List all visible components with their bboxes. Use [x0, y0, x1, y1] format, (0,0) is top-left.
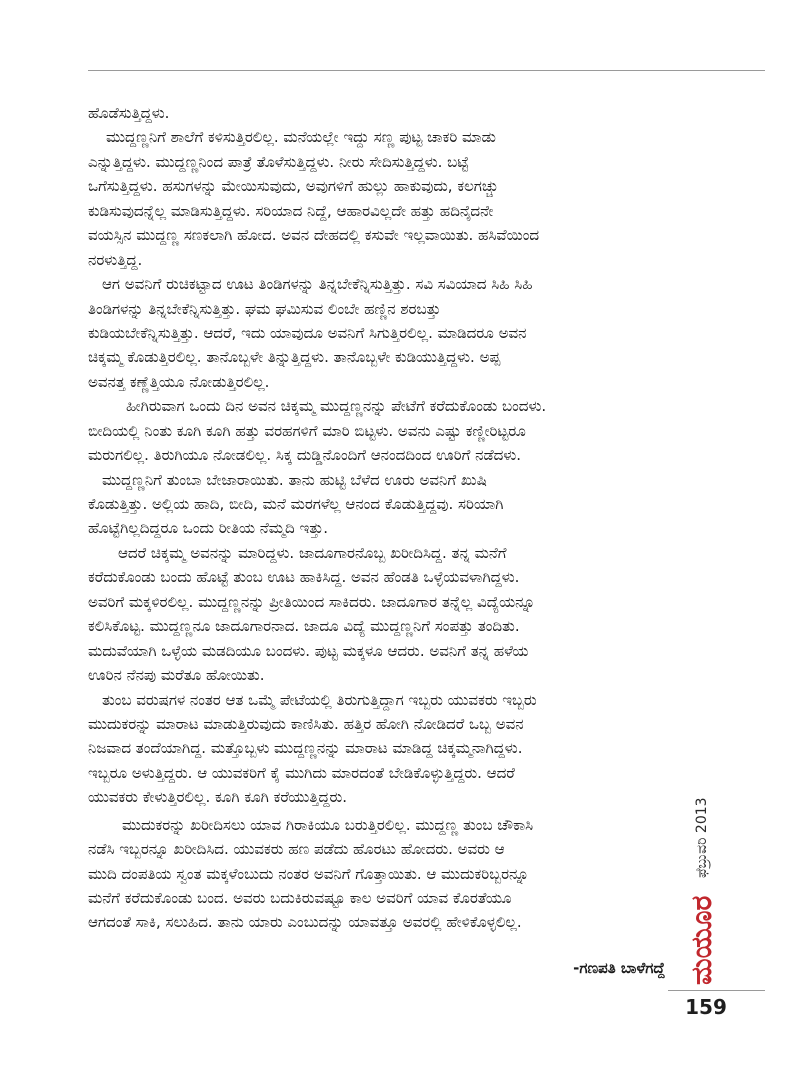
article-line: ಮದುವೆಯಾಗಿ ಒಳ್ಳೆಯ ಮಡದಿಯೂ ಬಂದಳು. ಪುಟ್ಟ ಮಕ್ಕಳೂ ಆದರು. ಅವನಿಗೆ ತನ್ನ ಹಳೆಯ: [88, 641, 529, 660]
article-line: ಆದರೆ ಚಿಕ್ಕಮ್ಮ ಅವನನ್ನು ಮಾರಿದ್ದಳು. ಜಾದೂಗಾರನೊಬ್ಬ ಖರೀದಿಸಿದ್ದ. ತನ್ನ ಮನೆಗೆ: [118, 543, 507, 562]
article-line: ಮುದುಕರನ್ನು ಖರೀದಿಸಲು ಯಾವ ಗಿರಾಕಿಯೂ ಬರುತ್ತಿರಲಿಲ್ಲ. ಮುದ್ದಣ್ಣ ತುಂಬ ಚೌಕಾಸಿ: [122, 815, 534, 834]
article-paragraph: [88, 468, 668, 541]
article-line: ಹೊಡೆಸುತ್ತಿದ್ದಳು.: [88, 104, 170, 122]
article-paragraph: [88, 541, 668, 688]
article-line: ತುಂಬ ವರುಷಗಳ ನಂತರ ಆತ ಒಮ್ಮೆ ಪೇಟೆಯಲ್ಲಿ ತಿರುಗುತ್ತಿದ್ದಾಗ ಇಬ್ಬರು ಯುವಕರು ಇಬ್ಬರು: [102, 690, 537, 709]
article-body: [88, 101, 668, 935]
article-paragraph: [88, 394, 668, 467]
article-line: ಕಲಿಸಿಕೊಟ್ಟ. ಮುದ್ದಣ್ಣನೂ ಜಾದೂಗಾರನಾದ. ಜಾದೂ ವಿದ್ಯೆ ಮುದ್ದಣ್ಣನಿಗೆ ಸಂಪತ್ತು ತಂದಿತು.: [88, 617, 520, 636]
article-paragraph: [88, 688, 668, 810]
article-paragraph: [88, 101, 668, 125]
article-line: ಯುವಕರು ಕೇಳುತ್ತಿರಲಿಲ್ಲ. ಕೂಗಿ ಕೂಗಿ ಕರೆಯುತ್ತಿದ್ದರು.: [88, 788, 348, 807]
article-line: ಹೀಗಿರುವಾಗ ಒಂದು ದಿನ ಅವನ ಚಿಕ್ಕಮ್ಮ ಮುದ್ದಣ್ಣನನ್ನು ಪೇಟೆಗೆ ಕರೆದುಕೊಂಡು ಬಂದಳು.: [126, 397, 547, 416]
article-line: ಆಗ ಅವನಿಗೆ ರುಚಿಕಟ್ಟಾದ ಊಟ ತಿಂಡಿಗಳನ್ನು ತಿನ್ನಬೇಕೆನ್ನಿಸುತ್ತಿತ್ತು. ಸವಿ ಸವಿಯಾದ ಸಿಹಿ ಸಿಹಿ: [102, 275, 533, 294]
article-line: ಕುಡಿಸುವುದನ್ನೆಲ್ಲ ಮಾಡಿಸುತ್ತಿದ್ದಳು. ಸರಿಯಾದ ನಿದ್ದೆ, ಆಹಾರವಿಲ್ಲದೇ ಹತ್ತು ಹದಿನೈದನೇ: [88, 201, 494, 220]
article-line: ಒಗೆಸುತ್ತಿದ್ದಳು. ಹಸುಗಳನ್ನು ಮೇಯಿಸುವುದು, ಅವುಗಳಿಗೆ ಹುಲ್ಲು ಹಾಕುವುದು, ಕಲಗಚ್ಚು: [88, 177, 499, 196]
top-divider: [88, 70, 765, 71]
article-line: ನರಳುತ್ತಿದ್ದ.: [88, 250, 143, 269]
article-line: ನಡೆಸಿ ಇಬ್ಬರನ್ನೂ ಖರೀದಿಸಿದ. ಯುವಕರು ಹಣ ಪಡೆದು ಹೊರಟು ಹೋದರು. ಅವರು ಆ: [88, 840, 505, 859]
article-line: ಇಬ್ಬರೂ ಅಳುತ್ತಿದ್ದರು. ಆ ಯುವಕರಿಗೆ ಕೈ ಮುಗಿದು ಮಾರದಂತೆ ಬೇಡಿಕೊಳ್ಳುತ್ತಿದ್ದರು. ಆದರೆ: [88, 763, 515, 782]
article-line: ಕುಡಿಯಬೇಕೆನ್ನಿಸುತ್ತಿತ್ತು. ಆದರೆ, ಇದು ಯಾವುದೂ ಅವನಿಗೆ ಸಿಗುತ್ತಿರಲಿಲ್ಲ. ಮಾಡಿದರೂ ಅವನ: [88, 323, 527, 342]
article-line: ಮುದಿ ದಂಪತಿಯ ಸ್ವಂತ ಮಕ್ಕಳೆಂಬುದು ನಂತರ ಅವನಿಗೆ ಗೊತ್ತಾಯಿತು. ಆ ಮುದುಕರಿಬ್ಬರನ್ನೂ: [88, 864, 529, 883]
magazine-logo: ಮಯೂರ: [685, 895, 718, 985]
article-line: ನಿಜವಾದ ತಂದೆಯಾಗಿದ್ದ. ಮತ್ತೊಬ್ಬಳು ಮುದ್ದಣ್ಣನನ್ನು ಮಾರಾಟ ಮಾಡಿದ್ದ ಚಿಕ್ಕಮ್ಮನಾಗಿದ್ದಳು.: [88, 739, 523, 758]
article-line: ಆಗದಂತೆ ಸಾಕಿ, ಸಲುಹಿದ. ತಾನು ಯಾರು ಎಂಬುದನ್ನು ಯಾವತ್ತೂ ಅವರಲ್ಲಿ ಹೇಳಿಕೊಳ್ಳಲಿಲ್ಲ.: [88, 913, 522, 932]
page-number: 159: [685, 995, 727, 1019]
issue-date: ಫೆಬ್ರುವರಿ 2013: [694, 797, 710, 879]
article-line: ಹೊಟ್ಟೆಗಿಲ್ಲದಿದ್ದರೂ ಒಂದು ರೀತಿಯ ನೆಮ್ಮದಿ ಇತ್ತು.: [88, 519, 328, 538]
article-line: ಮುದುಕರನ್ನು ಮಾರಾಟ ಮಾಡುತ್ತಿರುವುದು ಕಾಣಿಸಿತು. ಹತ್ತಿರ ಹೋಗಿ ನೋಡಿದರೆ ಒಬ್ಬ ಅವನ: [88, 714, 524, 733]
article-line: ಚಿಕ್ಕಮ್ಮ ಕೊಡುತ್ತಿರಲಿಲ್ಲ. ತಾನೊಬ್ಬಳೇ ತಿನ್ನುತ್ತಿದ್ದಳು. ತಾನೊಬ್ಬಳೇ ಕುಡಿಯುತ್ತಿದ್ದಳು. ಅಪ್ಪ: [88, 348, 501, 367]
article-line: ಮನೆಗೆ ಕರೆದುಕೊಂಡು ಬಂದ. ಅವರು ಬದುಕಿರುವಷ್ಟೂ ಕಾಲ ಅವರಿಗೆ ಯಾವ ಕೊರತೆಯೂ: [88, 889, 512, 907]
article-line: ಬೀದಿಯಲ್ಲಿ ನಿಂತು ಕೂಗಿ ಕೂಗಿ ಹತ್ತು ವರಹಗಳಿಗೆ ಮಾರಿ ಬಿಟ್ಟಳು. ಅವನು ಎಷ್ಟು ಕಣ್ಣೀರಿಟ್ಟರೂ: [88, 421, 526, 440]
article-line: ಕೊಡುತ್ತಿತ್ತು. ಅಲ್ಲಿಯ ಹಾದಿ, ಬೀದಿ, ಮನೆ ಮರಗಳೆಲ್ಲ ಆನಂದ ಕೊಡುತ್ತಿದ್ದವು. ಸರಿಯಾಗಿ: [88, 495, 504, 513]
article-line: ವಯಸ್ಸಿನ ಮುದ್ದಣ್ಣ ಸಣಕಲಾಗಿ ಹೋದ. ಅವನ ದೇಹದಲ್ಲಿ ಕಸುವೇ ಇಲ್ಲವಾಯಿತು. ಹಸಿವೆಯಿಂದ: [88, 226, 540, 245]
article-line: ಮುದ್ದಣ್ಣನಿಗೆ ತುಂಬಾ ಬೇಜಾರಾಯಿತು. ತಾನು ಹುಟ್ಟಿ ಬೆಳೆದ ಊರು ಅವನಿಗೆ ಖುಷಿ: [102, 470, 487, 489]
footer-divider: [668, 990, 765, 991]
article-line: ಊರಿನ ನೆನಪು ಮರೆತೂ ಹೋಯಿತು.: [88, 666, 265, 685]
author-byline: -ಗಣಪತಿ ಬಾಳೆಗದ್ದೆ: [573, 959, 665, 977]
article-line: ಮುದ್ದಣ್ಣನಿಗೆ ಶಾಲೆಗೆ ಕಳಿಸುತ್ತಿರಲಿಲ್ಲ. ಮನೆಯಲ್ಲೇ ಇದ್ದು ಸಣ್ಣ ಪುಟ್ಟ ಚಾಕರಿ ಮಾಡು: [106, 128, 496, 147]
article-paragraph: [88, 272, 668, 394]
article-line: ಮರುಗಲಿಲ್ಲ. ತಿರುಗಿಯೂ ನೋಡಲಿಲ್ಲ. ಸಿಕ್ಕ ದುಡ್ಡಿನೊಂದಿಗೆ ಆನಂದದಿಂದ ಊರಿಗೆ ನಡೆದಳು.: [88, 446, 522, 465]
article-line: ಅವನತ್ತ ಕಣ್ಣೆತ್ತಿಯೂ ನೋಡುತ್ತಿರಲಿಲ್ಲ.: [88, 372, 270, 391]
article-line: ಕರೆದುಕೊಂಡು ಬಂದು ಹೊಟ್ಟೆ ತುಂಬ ಊಟ ಹಾಕಿಸಿದ್ದ. ಅವನ ಹೆಂಡತಿ ಒಳ್ಳೆಯವಳಾಗಿದ್ದಳು.: [88, 568, 520, 587]
article-line: ಅವರಿಗೆ ಮಕ್ಕಳಿರಲಿಲ್ಲ. ಮುದ್ದಣ್ಣನನ್ನು ಪ್ರೀತಿಯಿಂದ ಸಾಕಿದರು. ಜಾದೂಗಾರ ತನ್ನೆಲ್ಲ ವಿದ್ಯೆಯನ್ನೂ: [88, 592, 536, 611]
article-paragraph: [88, 125, 668, 272]
article-paragraph: [88, 813, 668, 935]
article-line: ಎನ್ನುತ್ತಿದ್ದಳು. ಮುದ್ದಣ್ಣನಿಂದ ಪಾತ್ರೆ ತೊಳೆಸುತ್ತಿದ್ದಳು. ನೀರು ಸೇದಿಸುತ್ತಿದ್ದಳು. ಬಟ್ಟೆ: [88, 152, 469, 171]
article-line: ತಿಂಡಿಗಳನ್ನು ತಿನ್ನಬೇಕೆನ್ನಿಸುತ್ತಿತ್ತು. ಘಮ ಘಮಿಸುವ ಲಿಂಬೇ ಹಣ್ಣಿನ ಶರಬತ್ತು: [88, 299, 441, 318]
